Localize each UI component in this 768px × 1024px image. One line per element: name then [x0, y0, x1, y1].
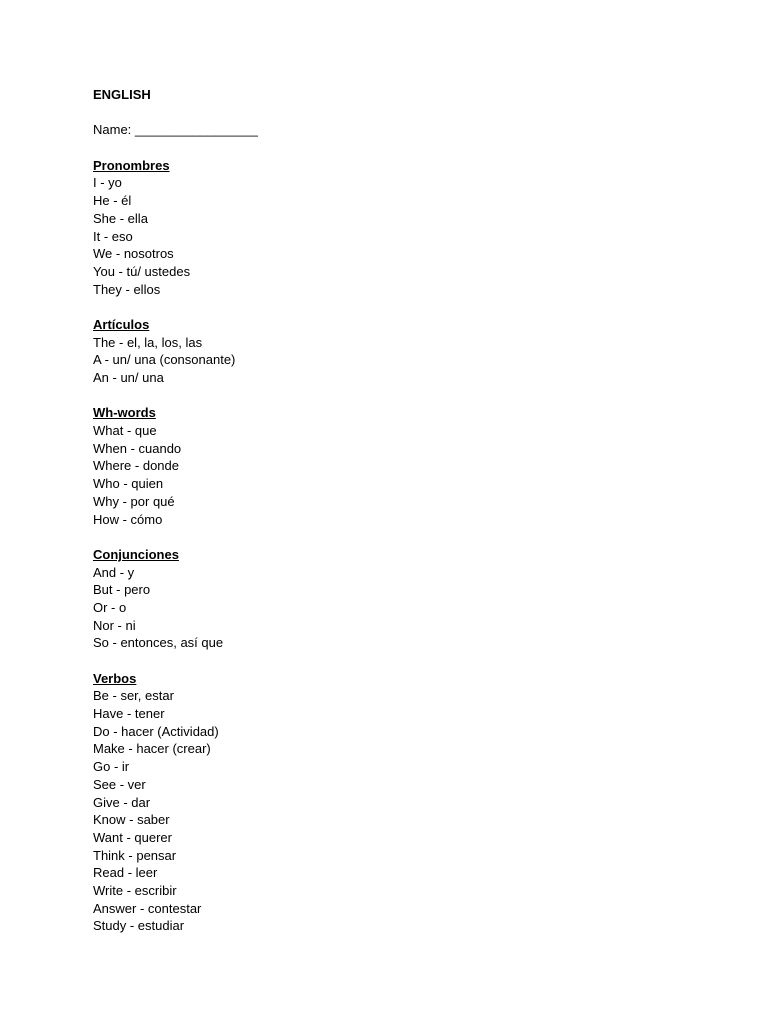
list-item: Want - querer — [93, 829, 172, 845]
list-item: Read - leer — [93, 865, 158, 881]
list-item: She - ella — [93, 210, 148, 226]
list-item: Or - o — [93, 599, 127, 615]
list-item: Do - hacer (Actividad) — [93, 723, 219, 739]
list-item: He - él — [93, 193, 132, 209]
list-item: Why - por qué — [93, 493, 175, 509]
list-item: A - un/ una (consonante) — [93, 352, 236, 368]
document-page — [93, 86, 733, 935]
section-header: Wh-words — [93, 405, 156, 421]
section-header: Conjunciones — [93, 546, 179, 562]
name-field-line: Name: _________________ — [93, 122, 258, 138]
list-item: We - nosotros — [93, 246, 174, 262]
list-item: The - el, la, los, las — [93, 334, 203, 350]
section-verbos — [93, 670, 733, 935]
list-item: But - pero — [93, 582, 151, 598]
section-conjunciones — [93, 546, 733, 652]
section-header: Verbos — [93, 670, 137, 686]
list-item: You - tú/ ustedes — [93, 263, 191, 279]
section-wh-words — [93, 404, 733, 528]
section-articulos — [93, 316, 733, 387]
list-item: They - ellos — [93, 281, 161, 297]
list-item: Go - ir — [93, 759, 130, 775]
document-title: ENGLISH — [93, 87, 151, 102]
list-item: Give - dar — [93, 794, 151, 810]
list-item: When - cuando — [93, 440, 182, 456]
list-item: Study - estudiar — [93, 918, 185, 934]
list-item: I - yo — [93, 175, 122, 191]
list-item: Be - ser, estar — [93, 688, 174, 704]
section-header: Artículos — [93, 316, 150, 332]
list-item: Nor - ni — [93, 617, 136, 633]
list-item: Make - hacer (crear) — [93, 741, 211, 757]
list-item: So - entonces, así que — [93, 635, 224, 651]
list-item: And - y — [93, 564, 135, 580]
list-item: Write - escribir — [93, 882, 177, 898]
section-header: Pronombres — [93, 157, 170, 173]
section-pronombres — [93, 157, 733, 299]
list-item: Who - quien — [93, 476, 164, 492]
list-item: Have - tener — [93, 706, 165, 722]
list-item: Think - pensar — [93, 847, 177, 863]
list-item: Answer - contestar — [93, 900, 202, 916]
list-item: It - eso — [93, 228, 133, 244]
list-item: Where - donde — [93, 458, 179, 474]
list-item: See - ver — [93, 776, 146, 792]
list-item: How - cómo — [93, 511, 163, 527]
list-item: What - que — [93, 423, 157, 439]
list-item: Know - saber — [93, 812, 170, 828]
list-item: An - un/ una — [93, 370, 164, 385]
